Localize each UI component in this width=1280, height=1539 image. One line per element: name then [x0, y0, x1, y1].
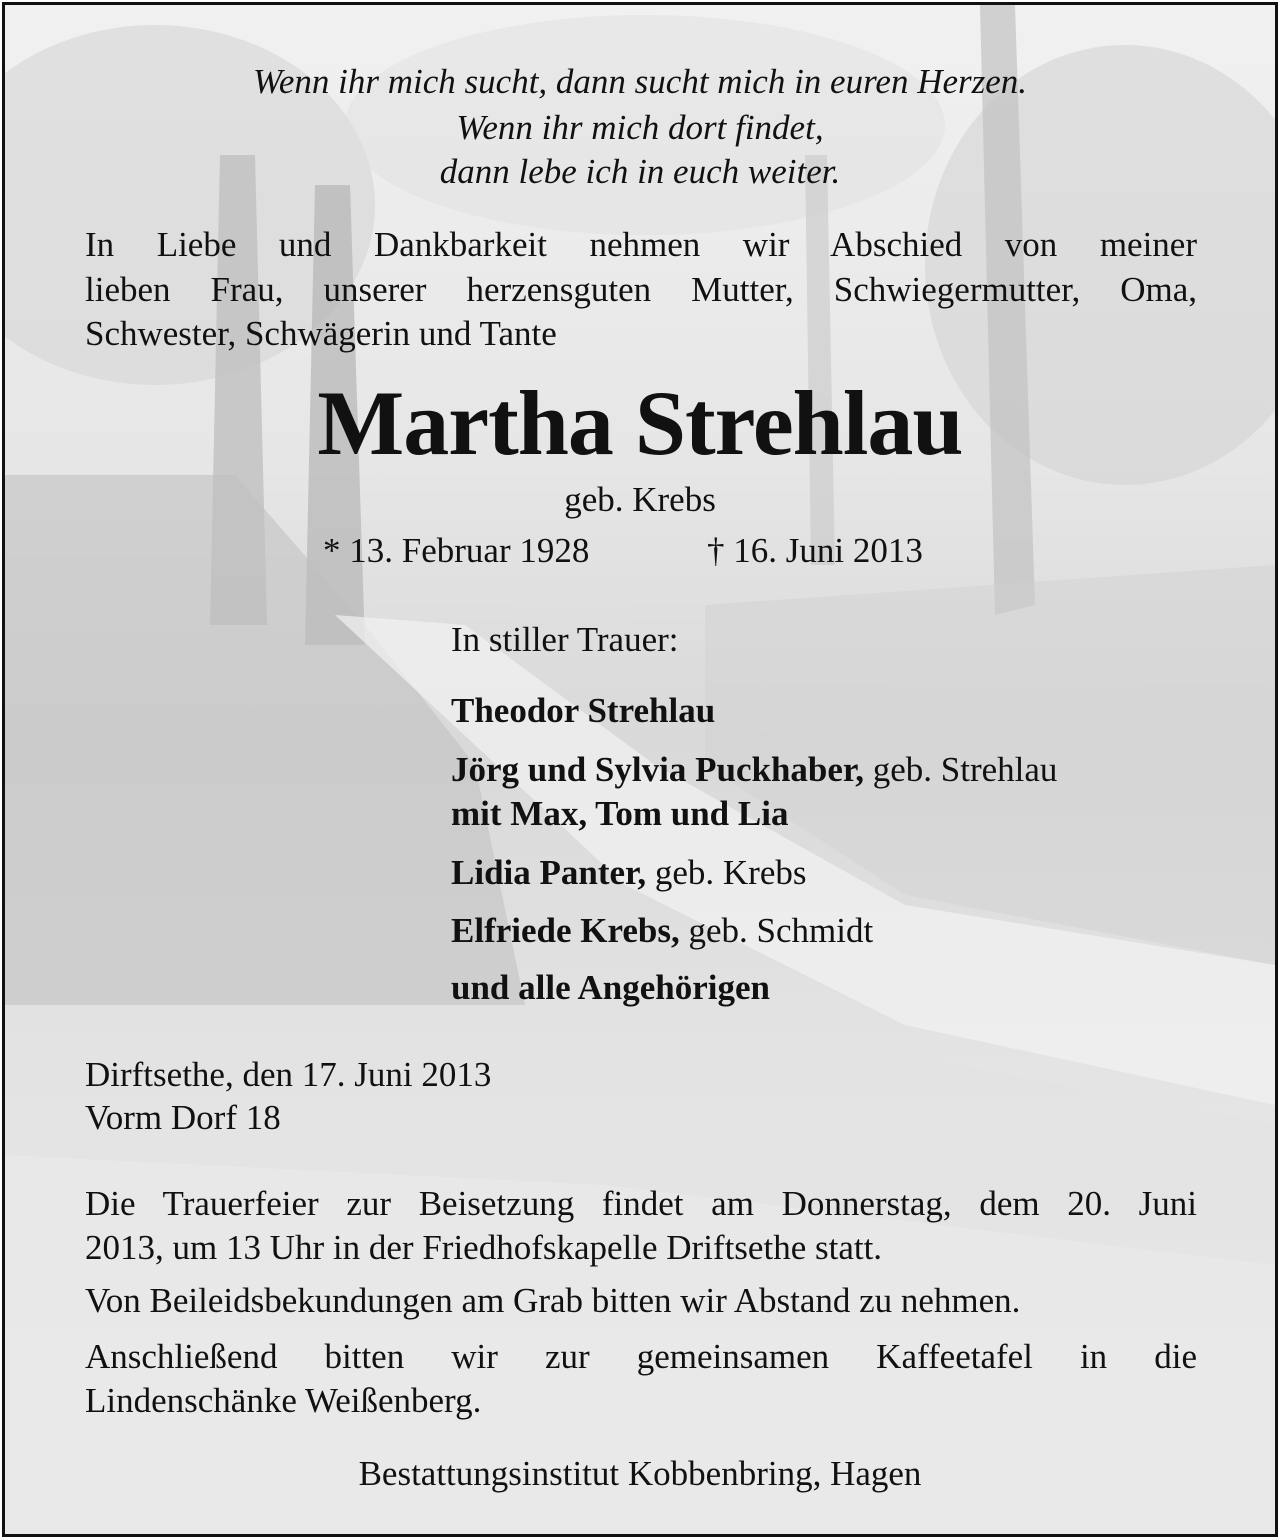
motto-line-3: dann lebe ich in euch weiter.	[439, 152, 841, 191]
notice-content	[5, 5, 1275, 1534]
mourner-entry	[451, 792, 788, 836]
obituary-notice	[2, 2, 1278, 1537]
intro-line-2: lieben Frau, unserer herzensguten Mutter, Schwiegermutter, Oma,	[85, 270, 1197, 309]
mourner-name: Jörg und Sylvia Puckhaber,	[451, 750, 864, 789]
mourner-name: mit Max, Tom und Lia	[451, 794, 789, 833]
mourner-entry	[451, 909, 873, 953]
deceased-name: Martha Strehlau	[317, 372, 963, 474]
mourner-note: geb. Schmidt	[688, 911, 874, 950]
death-date: † 16. Juni 2013	[707, 531, 923, 570]
mourner-entry	[451, 689, 715, 733]
condolence-note: Von Beileidsbekundungen am Grab bitten wir Abstand zu nehmen.	[85, 1281, 1021, 1320]
mourner-entry	[451, 748, 1057, 792]
maiden-name: geb. Krebs	[564, 480, 716, 519]
intro-line-1: In Liebe und Dankbarkeit nehmen wir Abschied von meiner	[85, 225, 1197, 264]
coffee-line-2: Lindenschänke Weißenberg.	[85, 1381, 482, 1420]
mourner-name: und alle Angehörigen	[451, 968, 770, 1007]
motto-line-2: Wenn ihr mich dort findet,	[456, 108, 824, 147]
motto-line-1: Wenn ihr mich sucht, dann sucht mich in euren Herzen.	[252, 62, 1028, 101]
birth-date: * 13. Februar 1928	[323, 531, 590, 570]
funeral-line-2: 2013, um 13 Uhr in der Friedhofskapelle Driftsethe statt.	[85, 1228, 883, 1267]
mourner-entry	[451, 966, 770, 1010]
mourner-name: Theodor Strehlau	[451, 691, 716, 730]
funeral-line-1: Die Trauerfeier zur Beisetzung findet am Donnerstag, dem 20. Juni	[85, 1184, 1197, 1223]
mourner-entry	[451, 851, 807, 895]
intro-line-3: Schwester, Schwägerin und Tante	[85, 314, 557, 353]
undertaker: Bestattungsinstitut Kobbenbring, Hagen	[358, 1454, 922, 1493]
mourner-name: Lidia Panter,	[451, 853, 647, 892]
address: Vorm Dorf 18	[85, 1098, 281, 1137]
place-date: Dirftsethe, den 17. Juni 2013	[85, 1055, 492, 1094]
coffee-line-1: Anschließend bitten wir zur gemeinsamen Kaffeetafel in die	[85, 1337, 1197, 1376]
mourners-heading: In stiller Trauer:	[451, 620, 679, 659]
mourner-note: geb. Strehlau	[872, 750, 1058, 789]
mourner-note: geb. Krebs	[654, 853, 807, 892]
mourner-name: Elfriede Krebs,	[451, 911, 680, 950]
